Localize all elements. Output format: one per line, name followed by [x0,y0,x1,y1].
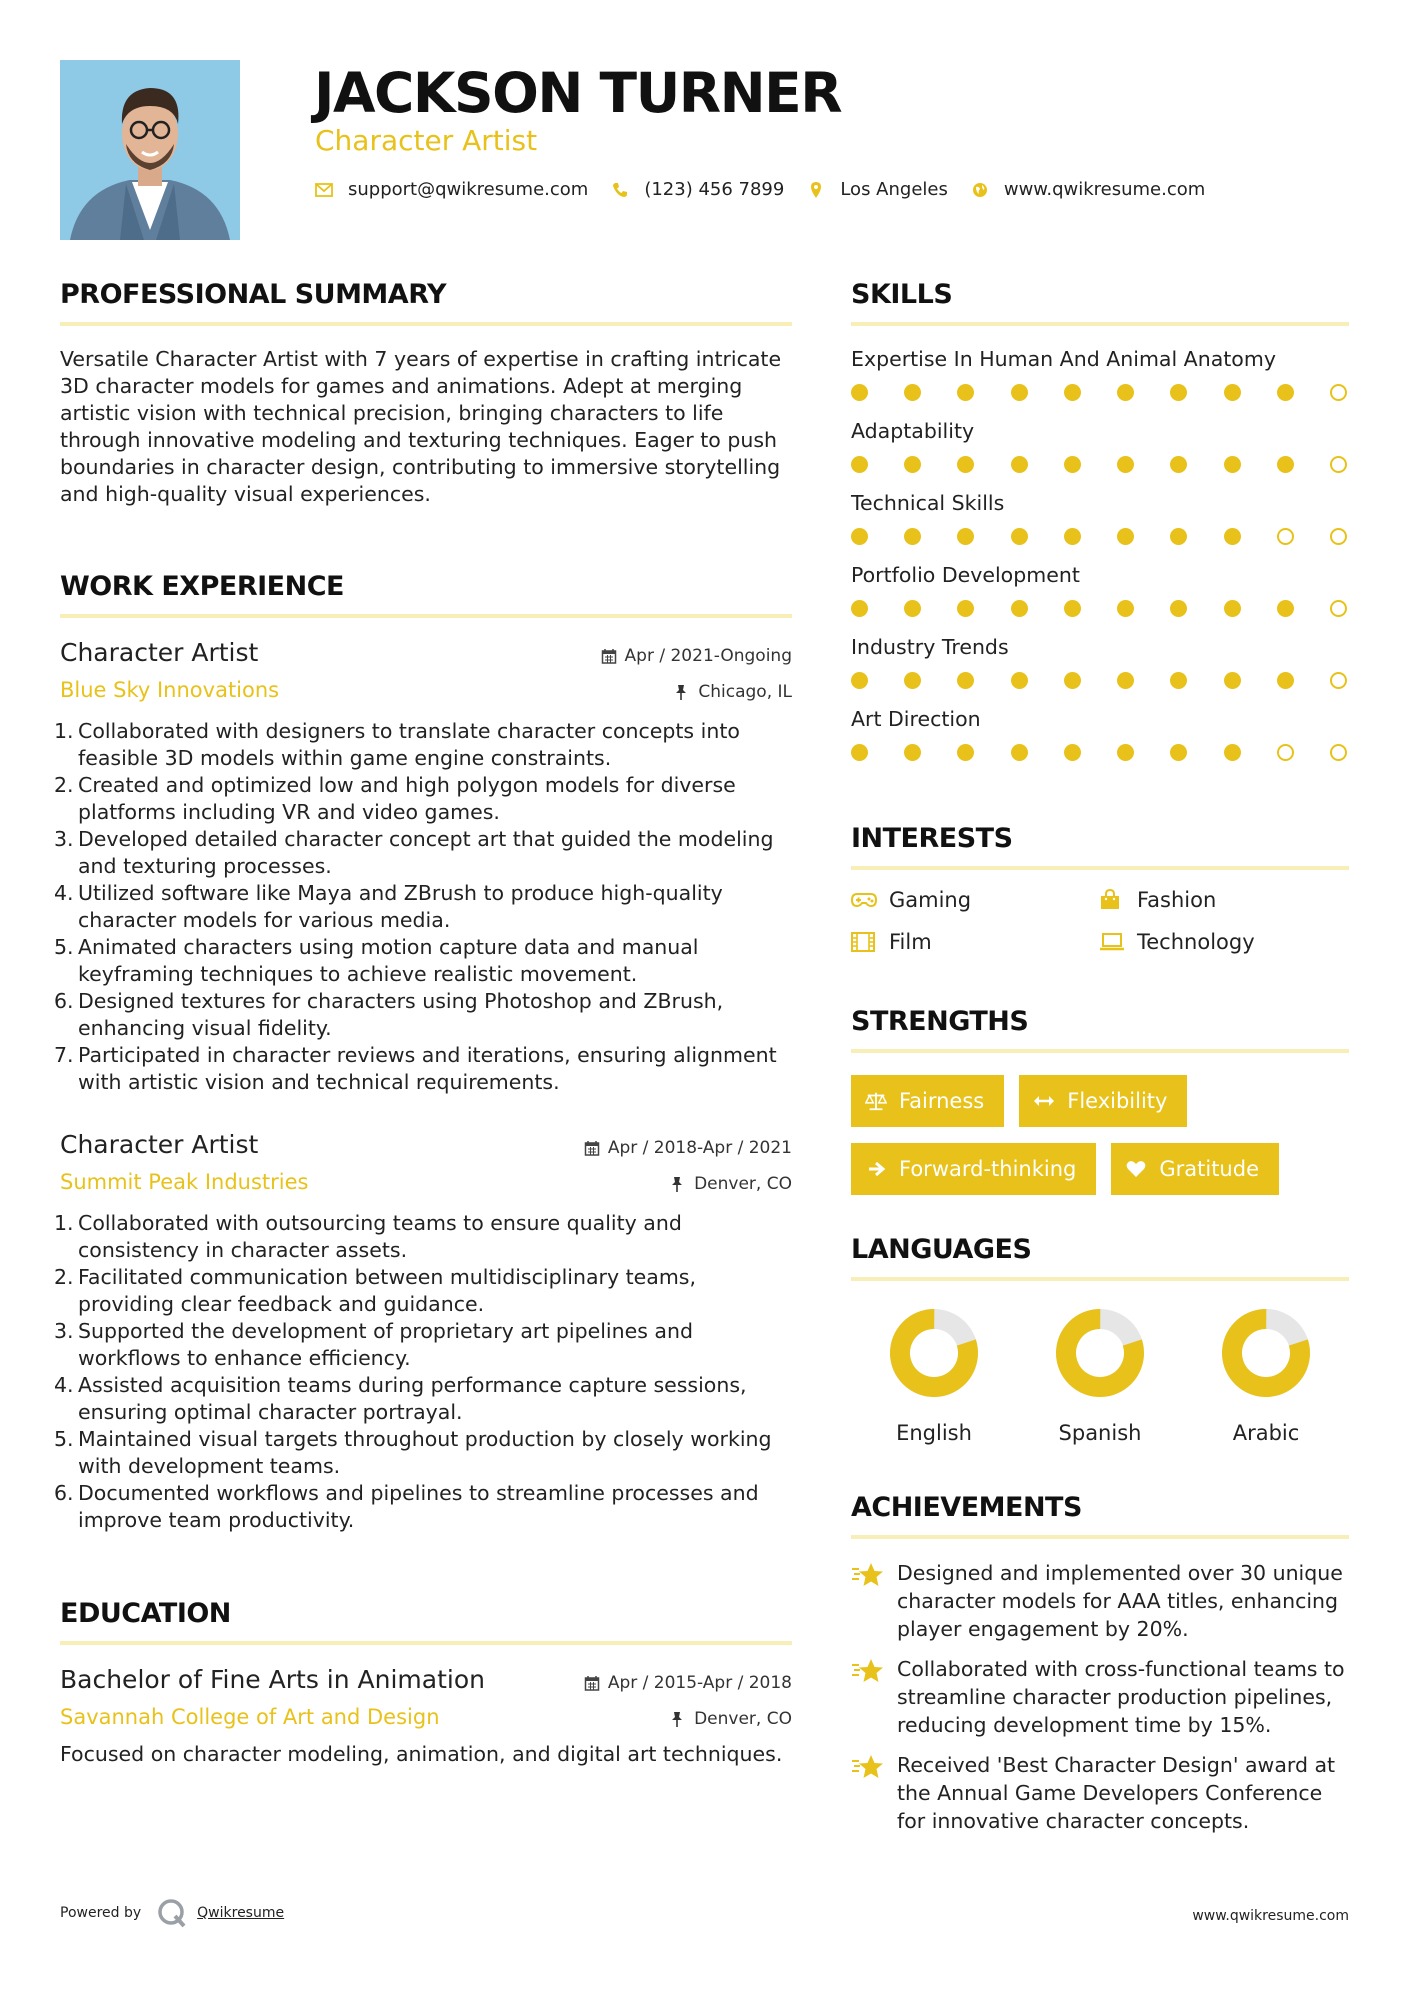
contact-email[interactable] [314,179,588,200]
heart-icon [1125,1158,1147,1180]
language-name: Spanish [1058,1421,1142,1445]
star-icon [851,1657,885,1687]
achievement-list [851,1559,1349,1835]
shopping-bag-icon [1099,889,1127,911]
skill-item [851,346,1349,401]
rating-dot-filled [1117,528,1134,545]
rating-dot-filled [1011,744,1028,761]
rating-dot-filled [1011,672,1028,689]
rating-dot-filled [1011,384,1028,401]
pin-icon [674,684,690,700]
rating-dot-filled [1170,672,1187,689]
duty-item [54,988,792,1042]
rating-dot-filled [957,672,974,689]
skill-rating [851,744,1349,761]
duty-text: Developed detailed character concept art that guided the modeling and texturing processes. [78,827,774,878]
rating-dot-empty [1330,672,1347,689]
job-date-text: Apr / 2018-Apr / 2021 [607,1138,792,1158]
duty-number: 5. [54,935,74,959]
rating-dot-filled [851,528,868,545]
rating-dot-filled [1277,600,1294,617]
duty-text: Collaborated with designers to translate character concepts into feasible 3D models within game engine constraints. [78,719,740,770]
map-pin-icon [806,180,826,200]
duty-item [54,718,792,772]
phone-icon [610,180,630,200]
interest-label: Fashion [1137,888,1217,912]
duty-number: 5. [54,1427,74,1451]
skill-item [851,418,1349,473]
rating-dot-filled [957,456,974,473]
duty-text: Maintained visual targets throughout production by closely working with development teams. [78,1427,772,1478]
section-title: EDUCATION [60,1598,231,1629]
strength-label: Forward-thinking [899,1157,1077,1181]
candidate-role: Character Artist [315,124,538,157]
duty-text: Documented workflows and pipelines to streamline processes and improve team productivity. [78,1481,759,1532]
rating-dot-filled [904,528,921,545]
gamepad-icon [851,889,879,911]
section-title: PROFESSIONAL SUMMARY [60,279,447,310]
rating-dot-filled [1170,528,1187,545]
achievement-item [851,1559,1349,1643]
job-title: Character Artist [60,1130,259,1159]
duty-item [54,934,792,988]
education-date-text: Apr / 2015-Apr / 2018 [607,1673,792,1693]
skill-item [851,634,1349,689]
section-divider [60,322,792,326]
duty-number: 3. [54,827,74,851]
duty-item [54,1264,792,1318]
rating-dot-filled [957,744,974,761]
strength-label: Gratitude [1159,1157,1259,1181]
duty-number: 3. [54,1319,74,1343]
job-location [674,682,792,702]
rating-dot-filled [851,456,868,473]
interest-item [851,930,1099,954]
skill-rating [851,672,1349,689]
language-name: English [896,1421,972,1445]
strength-label: Flexibility [1067,1089,1168,1113]
section-divider [851,1049,1349,1053]
rating-dot-filled [1064,600,1081,617]
profile-photo [60,60,240,240]
company-name: Blue Sky Innovations [60,678,280,702]
job-location-text: Chicago, IL [698,682,792,702]
phone-text: (123) 456 7899 [644,179,785,200]
skill-rating [851,528,1349,545]
section-title: STRENGTHS [851,1006,1029,1037]
rating-dot-filled [1170,744,1187,761]
star-icon [851,1561,885,1591]
section-divider [851,866,1349,870]
job-list [54,638,792,1534]
interest-label: Film [889,930,932,954]
interest-label: Gaming [889,888,972,912]
interests-section [851,822,1349,954]
language-level-ring [1220,1307,1312,1399]
contact-website[interactable] [970,179,1205,200]
rating-dot-filled [1011,456,1028,473]
rating-dot-filled [1224,528,1241,545]
rating-dot-filled [851,744,868,761]
duty-text: Assisted acquisition teams during performance capture sessions, ensuring optimal character portrayal. [78,1373,747,1424]
rating-dot-filled [1170,384,1187,401]
rating-dot-empty [1330,456,1347,473]
email-text: support@qwikresume.com [348,179,589,200]
globe-icon [970,180,990,200]
rating-dot-filled [904,744,921,761]
rating-dot-filled [904,456,921,473]
rating-dot-filled [1170,600,1187,617]
duty-item [54,1210,792,1264]
section-title: WORK EXPERIENCE [60,571,344,602]
degree-title: Bachelor of Fine Arts in Animation [60,1665,485,1694]
rating-dot-empty [1330,384,1347,401]
duty-item [54,1480,792,1534]
achievement-text: Designed and implemented over 30 unique character models for AAA titles, enhancing player engagement by 20%. [897,1561,1343,1641]
job-header [60,1130,792,1170]
job-header [60,638,792,678]
section-title: LANGUAGES [851,1234,1032,1265]
duty-text: Collaborated with outsourcing teams to ensure quality and consistency in character assets. [78,1211,682,1262]
pin-icon [670,1176,686,1192]
education-location-text: Denver, CO [694,1709,792,1729]
duty-number: 2. [54,1265,74,1289]
rating-dot-empty [1277,528,1294,545]
rating-dot-filled [1277,456,1294,473]
skill-rating [851,600,1349,617]
duty-item [54,880,792,934]
duty-number: 7. [54,1043,74,1067]
rating-dot-filled [1224,600,1241,617]
skill-name: Expertise In Human And Animal Anatomy [851,347,1276,371]
job-title: Character Artist [60,638,259,667]
rating-dot-filled [1064,744,1081,761]
duty-number: 6. [54,989,74,1013]
language-list [851,1307,1349,1445]
achievement-item [851,1751,1349,1835]
duty-item [54,1042,792,1096]
achievement-text: Received 'Best Character Design' award at the Annual Game Developers Conference for innovative character concepts. [897,1753,1336,1833]
duty-number: 1. [54,719,74,743]
section-divider [60,1641,792,1645]
duty-text: Animated characters using motion capture data and manual keyframing techniques to achieve realistic movement. [78,935,699,986]
strength-tag [851,1075,1004,1127]
rating-dot-filled [1224,384,1241,401]
website-text: www.qwikresume.com [1003,179,1206,200]
calendar-icon [601,648,617,664]
duty-number: 4. [54,1373,74,1397]
education-description: Focused on character modeling, animation, and digital art techniques. [60,1742,783,1766]
duty-list [54,1210,792,1534]
job-date [584,1138,792,1158]
rating-dot-filled [904,672,921,689]
arrows-horizontal-icon [1033,1090,1055,1112]
rating-dot-filled [1117,600,1134,617]
contact-location [806,179,948,200]
education-subheader [60,1705,792,1741]
rating-dot-filled [1117,384,1134,401]
duty-number: 4. [54,881,74,905]
skill-name: Portfolio Development [851,563,1080,587]
section-title: INTERESTS [851,823,1013,854]
duty-number: 1. [54,1211,74,1235]
strength-tag [1111,1143,1279,1195]
calendar-icon [584,1675,600,1691]
languages-section [851,1233,1349,1445]
interest-item [851,888,1099,912]
job-location-text: Denver, CO [694,1174,792,1194]
duty-text: Participated in character reviews and iterations, ensuring alignment with artistic vision and technical requirements. [78,1043,777,1094]
skill-name: Industry Trends [851,635,1009,659]
duty-text: Created and optimized low and high polygon models for diverse platforms including VR and video games. [78,773,736,824]
section-divider [851,1535,1349,1539]
rating-dot-filled [957,384,974,401]
rating-dot-filled [1224,672,1241,689]
rating-dot-filled [1064,528,1081,545]
skill-name: Technical Skills [851,491,1005,515]
skill-name: Adaptability [851,419,975,443]
star-icon [851,1753,885,1783]
duty-text: Supported the development of proprietary art pipelines and workflows to enhance efficiency. [78,1319,693,1370]
language-item [1183,1307,1349,1445]
skill-rating [851,384,1349,401]
duty-item [54,1426,792,1480]
balance-scale-icon [865,1090,887,1112]
summary-text: Versatile Character Artist with 7 years of expertise in crafting intricate 3D character models for games and animations. Adept at merging artistic vision with technical precision, bringing characters to life through innovative modeling and texturing techniques. Eager to push boundaries in character design, contributing to immersive storytelling and high-quality visual experiences. [60,347,782,506]
rating-dot-filled [851,672,868,689]
duty-item [54,1372,792,1426]
duty-text: Utilized software like Maya and ZBrush to produce high-quality character models for various media. [78,881,723,932]
job-subheader [60,678,792,714]
calendar-icon [584,1140,600,1156]
section-divider [60,614,792,618]
section-divider [851,322,1349,326]
skill-name: Art Direction [851,707,981,731]
section-title: ACHIEVEMENTS [851,1492,1082,1523]
laptop-icon [1099,931,1127,953]
skill-item [851,562,1349,617]
job-location [670,1174,792,1194]
qwikresume-logo-icon [157,1898,187,1928]
job-entry [54,1130,792,1534]
education-date [584,1673,792,1693]
achievement-item [851,1655,1349,1739]
skill-list [851,346,1349,761]
education-location [670,1709,792,1729]
duty-item [54,772,792,826]
strength-tag [851,1143,1096,1195]
rating-dot-filled [1277,384,1294,401]
rating-dot-filled [904,600,921,617]
rating-dot-empty [1330,528,1347,545]
pin-icon [670,1711,686,1727]
job-subheader [60,1170,792,1206]
education-section [60,1597,792,1768]
school-name: Savannah College of Art and Design [60,1705,440,1729]
contact-bar [314,179,1227,200]
language-item [1017,1307,1183,1445]
rating-dot-filled [1117,672,1134,689]
powered-by-text: Powered by [60,1905,142,1921]
location-text: Los Angeles [840,179,948,200]
rating-dot-filled [1064,456,1081,473]
candidate-name: JACKSON TURNER [314,61,842,125]
strength-list [851,1075,1349,1211]
film-icon [851,931,879,953]
rating-dot-filled [851,600,868,617]
arrow-right-icon [865,1158,887,1180]
rating-dot-filled [904,384,921,401]
skill-rating [851,456,1349,473]
job-entry [54,638,792,1096]
job-date [601,646,792,666]
brand-link[interactable]: Qwikresume [197,1905,285,1921]
duty-text: Designed textures for characters using Photoshop and ZBrush, enhancing visual fidelity. [78,989,724,1040]
strength-tag [1019,1075,1187,1127]
strengths-section [851,1005,1349,1211]
duty-item [54,1318,792,1372]
rating-dot-filled [1064,672,1081,689]
footer-website[interactable]: www.qwikresume.com [1192,1908,1349,1924]
strength-label: Fairness [899,1089,985,1113]
skills-section [851,278,1349,778]
duty-item [54,826,792,880]
rating-dot-empty [1277,744,1294,761]
rating-dot-filled [851,384,868,401]
rating-dot-filled [1064,384,1081,401]
interest-label: Technology [1137,930,1255,954]
company-name: Summit Peak Industries [60,1170,309,1194]
interest-list [851,888,1349,954]
language-item [851,1307,1017,1445]
achievements-section [851,1491,1349,1847]
achievement-text: Collaborated with cross-functional teams to streamline character production pipelines, reducing development time by 15%. [897,1657,1345,1737]
summary-section [60,278,792,508]
language-level-ring [888,1307,980,1399]
interest-item [1099,888,1339,912]
job-date-text: Apr / 2021-Ongoing [624,646,792,666]
footer-powered-by [60,1898,284,1928]
duty-text: Facilitated communication between multidisciplinary teams, providing clear feedback and guidance. [78,1265,696,1316]
skill-item [851,490,1349,545]
contact-phone[interactable] [610,179,784,200]
rating-dot-filled [1170,456,1187,473]
language-name: Arabic [1232,1421,1300,1445]
rating-dot-filled [957,528,974,545]
rating-dot-filled [1277,672,1294,689]
rating-dot-filled [1117,744,1134,761]
rating-dot-empty [1330,600,1347,617]
rating-dot-filled [1011,600,1028,617]
rating-dot-empty [1330,744,1347,761]
rating-dot-filled [1011,528,1028,545]
rating-dot-filled [1224,744,1241,761]
education-header [60,1665,792,1705]
duty-list [54,718,792,1096]
interest-item [1099,930,1339,954]
section-title: SKILLS [851,279,953,310]
rating-dot-filled [1224,456,1241,473]
envelope-icon [314,180,334,200]
duty-number: 6. [54,1481,74,1505]
language-level-ring [1054,1307,1146,1399]
rating-dot-filled [1117,456,1134,473]
experience-section [54,570,792,1534]
duty-number: 2. [54,773,74,797]
rating-dot-filled [957,600,974,617]
section-divider [851,1277,1349,1281]
skill-item [851,706,1349,761]
